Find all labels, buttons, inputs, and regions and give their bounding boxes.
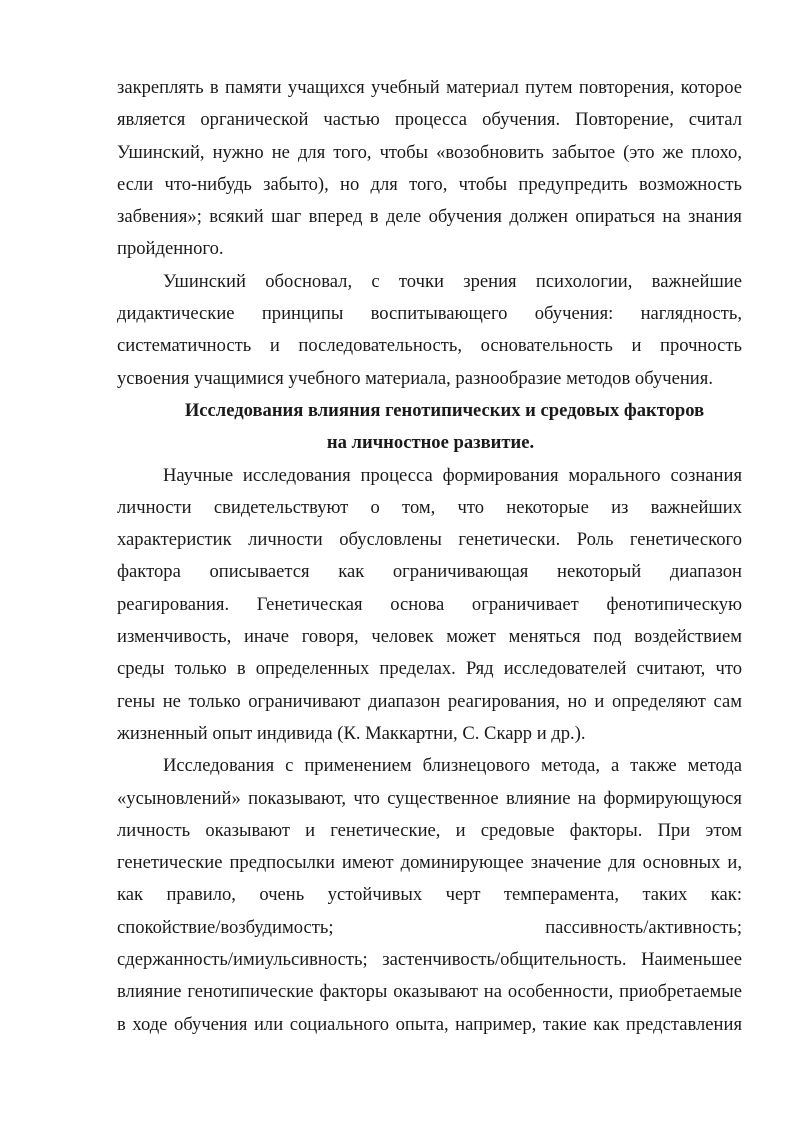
body-text: [117, 72, 742, 1041]
section-heading: на личностное развитие.: [326, 432, 535, 454]
text-line: фактора описывается как ограничивающая некоторый диапазон: [117, 561, 742, 583]
text-line: гены не только ограничивают диапазон реагирования, но и определяют сам: [117, 690, 742, 712]
text-line: если что-нибудь забыто), но для того, чтобы предупредить возможность: [117, 173, 742, 195]
text-line: закреплять в памяти учащихся учебный материал путем повторения, которое: [117, 77, 742, 98]
text-line: среды только в определенных пределах. Ряд исследователей считают, что: [117, 658, 742, 680]
text-line: спокойствие/возбудимость; пассивность/активность;: [117, 916, 742, 938]
section-heading: Исследования влияния генотипических и средовых факторов: [184, 399, 705, 421]
text-line: пройденного.: [117, 238, 224, 260]
text-line: Исследования с применением близнецового метода, а также метода: [163, 755, 742, 777]
text-line: является органической частью процесса обучения. Повторение, считал: [117, 109, 742, 131]
text-line: дидактические принципы воспитывающего обучения: наглядность,: [117, 303, 742, 325]
text-line: жизненный опыт индивида (К. Маккартни, С. Скарр и др.).: [117, 722, 586, 744]
text-line: реагирования. Генетическая основа ограничивает фенотипическую: [117, 593, 742, 615]
text-line: влияние генотипические факторы оказывают на особенности, приобретаемые: [117, 981, 742, 1003]
text-line: как правило, очень устойчивых черт темперамента, таких как:: [117, 884, 742, 906]
text-line: изменчивость, иначе говоря, человек может меняться под воздействием: [117, 626, 742, 648]
text-line: Ушинский, нужно не для того, чтобы «возобновить забытое (это же плохо,: [117, 141, 742, 163]
text-line: усвоения учащимися учебного материала, разнообразие методов обучения.: [117, 367, 713, 389]
text-line: личность оказывают и генетические, и средовые факторы. При этом: [117, 819, 742, 841]
text-line: в ходе обучения или социального опыта, например, такие как представления: [117, 1013, 742, 1035]
text-line: «усыновлений» показывают, что существенное влияние на формирующуюся: [117, 787, 742, 809]
text-line: личности свидетельствуют о том, что некоторые из важнейших: [117, 496, 742, 518]
text-line: забвения»; всякий шаг вперед в деле обучения должен опираться на знания: [117, 206, 742, 228]
text-line: Ушинский обосновал, с точки зрения психологии, важнейшие: [163, 270, 742, 292]
text-line: систематичность и последовательность, основательность и прочность: [117, 335, 742, 357]
text-line: сдержанность/имиульсивность; застенчивость/общительность. Наименьшее: [117, 949, 742, 971]
text-line: генетические предпосылки имеют доминирующее значение для основных и,: [117, 852, 742, 874]
text-line: характеристик личности обусловлены генетически. Роль генетического: [117, 529, 742, 551]
text-line: Научные исследования процесса формирования морального сознания: [163, 464, 742, 486]
